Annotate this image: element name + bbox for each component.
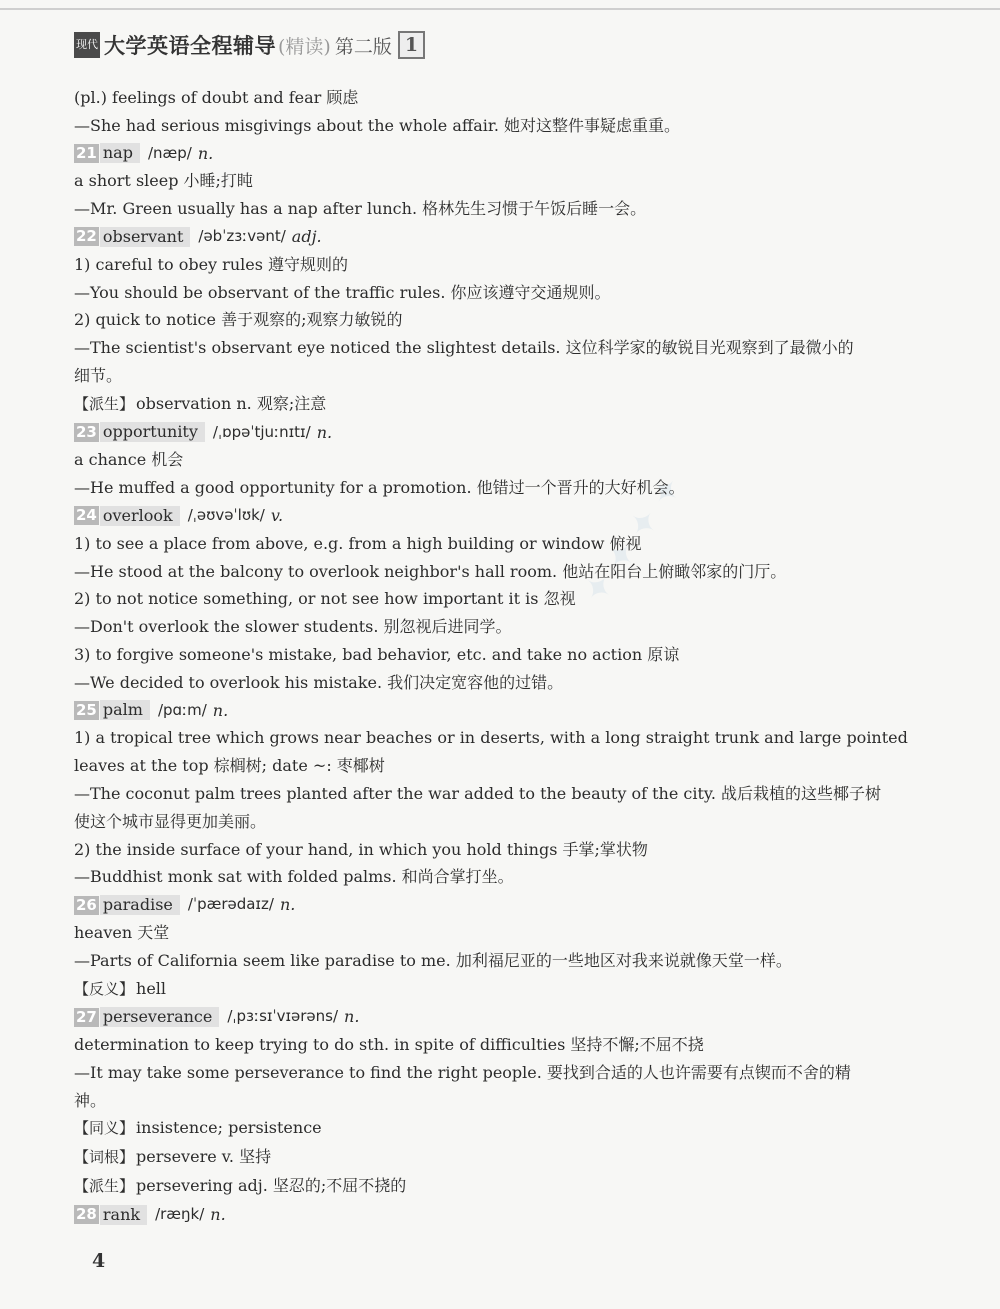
headword: nap <box>100 143 140 163</box>
text-line: —He stood at the balcony to overlook neighbor's hall room. 他站在阳台上俯瞰邻家的门厅。 <box>74 561 787 581</box>
text-line: 2) to not notice something, or not see how important it is 忽视 <box>74 589 576 609</box>
related-words-line <box>74 390 920 419</box>
book-title: 大学英语全程辅导 <box>104 33 276 58</box>
relation-tag: 【派生】 <box>74 394 135 413</box>
relation-tag: 【词根】 <box>74 1148 135 1167</box>
related-words: persevere v. 坚持 <box>136 1147 272 1167</box>
text-line: —She had serious misgivings about the whole affair. 她对这整件事疑虑重重。 <box>74 115 680 135</box>
phonetic: /næp/ <box>147 143 192 162</box>
entry-number: 27 <box>76 1007 97 1026</box>
text-line: —Mr. Green usually has a nap after lunch. 格林先生习惯于午饭后睡一会。 <box>74 199 647 219</box>
watermark: ✦ ✦ ✦ ✦ <box>574 468 692 612</box>
related-words: persevering adj. 坚忍的;不屈不挠的 <box>136 1176 407 1196</box>
text-line: —The scientist's observant eye noticed the slightest details. 这位科学家的敏锐目光观察到了最微小的 <box>74 338 854 358</box>
phonetic: /ˈpærədaɪz/ <box>187 895 274 914</box>
text-line: (pl.) feelings of doubt and fear 顾虑 <box>74 88 359 107</box>
part-of-speech: n. <box>212 700 229 720</box>
entry-number: 25 <box>76 700 97 719</box>
part-of-speech: adj. <box>291 226 322 246</box>
relation-tag: 【同义】 <box>74 1119 135 1138</box>
text-line: —It may take some perseverance to find the right people. 要找到合适的人也许需要有点锲而不舍的精 <box>74 1062 851 1082</box>
related-words: insistence; persistence <box>136 1118 322 1138</box>
vocab-entry-header <box>74 1201 920 1229</box>
entry-number: 22 <box>76 227 97 246</box>
book-subtitle: (精读) <box>278 35 331 58</box>
text-line: 神。 <box>74 1090 107 1110</box>
text-line: —Don't overlook the slower students. 别忽视后进同学。 <box>74 617 512 637</box>
part-of-speech: n. <box>344 1007 360 1027</box>
text-line: 1) a tropical tree which grows near beaches or in deserts, with a long straight trunk and large pointed <box>74 728 908 748</box>
headword: palm <box>100 700 150 720</box>
text-line: a chance 机会 <box>74 450 184 470</box>
part-of-speech: v. <box>270 505 284 525</box>
phonetic: /ræŋk/ <box>155 1204 205 1223</box>
related-words: observation n. 观察;注意 <box>136 393 327 413</box>
text-line: 使这个城市显得更加美丽。 <box>74 811 267 831</box>
entry-number: 28 <box>76 1205 97 1224</box>
text-line: —The coconut palm trees planted after the war added to the beauty of the city. 战后栽植的这些椰子树 <box>74 783 881 803</box>
headword: opportunity <box>100 422 205 442</box>
part-of-speech: n. <box>197 143 214 163</box>
phonetic: /əbˈzɜːvənt/ <box>198 226 286 245</box>
related-words-line <box>74 1143 920 1172</box>
page-body <box>74 84 920 1229</box>
text-line: 3) to forgive someone's mistake, bad behavior, etc. and take no action 原谅 <box>74 644 680 664</box>
part-of-speech: n. <box>210 1204 226 1224</box>
text-line: determination to keep trying to do sth. in spite of difficulties 坚持不懈;不屈不挠 <box>74 1035 704 1055</box>
related-words-line <box>74 1172 920 1201</box>
logo-text: 现代 <box>76 38 98 51</box>
vocab-entry-header <box>74 140 920 168</box>
vocab-entry-header <box>74 697 920 725</box>
text-line: 1) to see a place from above, e.g. from a high building or window 俯视 <box>74 533 642 553</box>
vocab-entry-header <box>74 1003 920 1031</box>
entry-number: 21 <box>76 143 97 162</box>
running-header <box>74 30 425 60</box>
book-edition: 第二版 <box>334 35 392 58</box>
text-line: —He muffed a good opportunity for a promotion. 他错过一个晋升的大好机会。 <box>74 478 685 498</box>
volume-badge: 1 <box>398 31 425 59</box>
relation-tag: 【派生】 <box>74 1177 135 1196</box>
related-words: hell <box>136 978 167 998</box>
phonetic: /ˌɒpəˈtjuːnɪtɪ/ <box>212 422 311 441</box>
text-line: —We decided to overlook his mistake. 我们决定宽容他的过错。 <box>74 672 564 692</box>
page-number: 4 <box>92 1250 106 1272</box>
text-line: 1) careful to obey rules 遵守规则的 <box>74 254 349 274</box>
phonetic: /pɑːm/ <box>157 700 207 719</box>
vocab-entry-header <box>74 502 920 530</box>
entry-number: 24 <box>76 506 97 525</box>
publisher-logo <box>74 32 100 58</box>
text-line: 2) the inside surface of your hand, in which you hold things 手掌;掌状物 <box>74 839 648 859</box>
headword: observant <box>100 227 191 247</box>
text-line: 2) quick to notice 善于观察的;观察力敏锐的 <box>74 310 403 330</box>
relation-tag: 【反义】 <box>74 979 135 998</box>
related-words-line <box>74 975 920 1004</box>
text-line: leaves at the top 棕榈树; date ~: 枣椰树 <box>74 756 385 776</box>
headword: paradise <box>100 895 180 915</box>
top-rule <box>0 8 1000 10</box>
vocab-entry-header <box>74 419 920 447</box>
phonetic: /ˌəʊvəˈlʊk/ <box>187 505 265 524</box>
vocab-entry-header <box>74 223 920 251</box>
text-line: —You should be observant of the traffic rules. 你应该遵守交通规则。 <box>74 282 611 302</box>
phonetic: /ˌpɜːsɪˈvɪərəns/ <box>227 1007 339 1026</box>
text-line: —Parts of California seem like paradise to me. 加利福尼亚的一些地区对我来说就像天堂一样。 <box>74 950 792 970</box>
entry-number: 23 <box>76 422 97 441</box>
headword: rank <box>100 1205 147 1225</box>
related-words-line <box>74 1114 920 1143</box>
entry-number: 26 <box>76 895 97 914</box>
part-of-speech: n. <box>316 422 333 442</box>
part-of-speech: n. <box>279 895 296 915</box>
text-line: heaven 天堂 <box>74 922 170 942</box>
text-line: a short sleep 小睡;打盹 <box>74 171 253 191</box>
headword: overlook <box>100 506 180 526</box>
headword: perseverance <box>100 1007 219 1027</box>
text-line: 细节。 <box>74 365 123 385</box>
vocab-entry-header <box>74 891 920 919</box>
text-line: —Buddhist monk sat with folded palms. 和尚合掌打坐。 <box>74 867 514 887</box>
